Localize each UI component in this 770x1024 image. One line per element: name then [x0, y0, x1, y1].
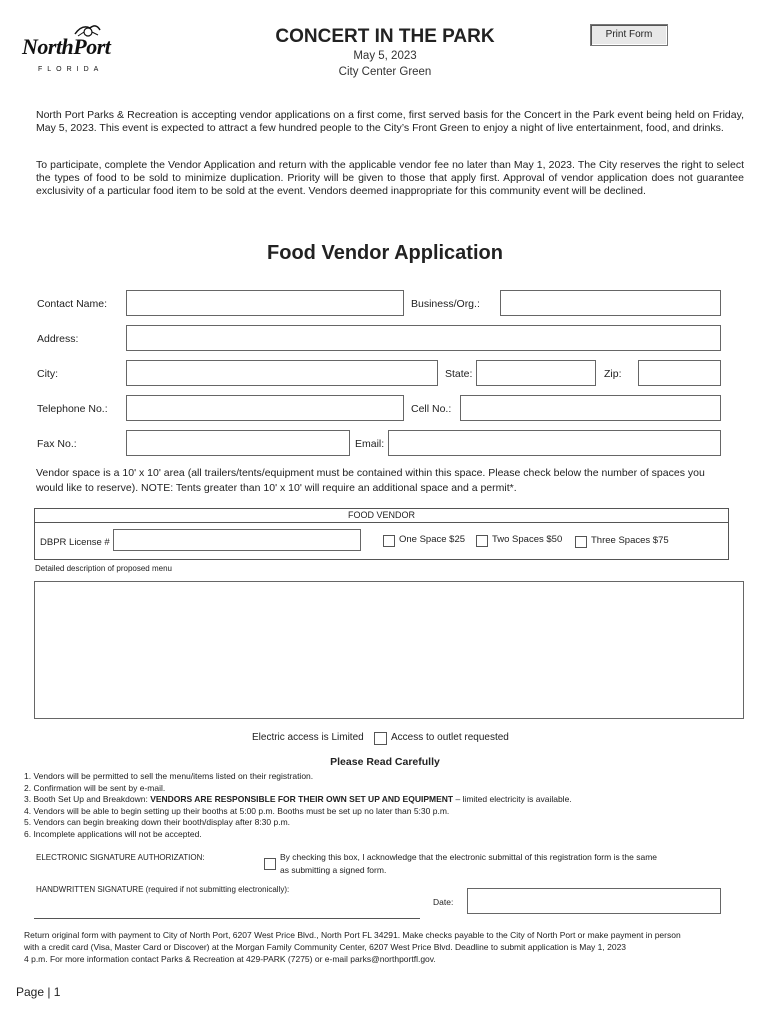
- state-label: State:: [445, 368, 473, 380]
- zip-label: Zip:: [604, 368, 622, 380]
- email-label: Email:: [355, 438, 385, 450]
- city-field[interactable]: [126, 360, 438, 386]
- rule-item: 2. Confirmation will be sent by e-mail.: [24, 782, 166, 793]
- signature-line[interactable]: [34, 918, 420, 919]
- menu-description-field[interactable]: [34, 581, 744, 719]
- three-spaces-checkbox[interactable]: [575, 536, 587, 548]
- cell-field[interactable]: [460, 395, 721, 421]
- zip-field[interactable]: [638, 360, 721, 386]
- page-number: Page | 1: [16, 985, 61, 999]
- address-field[interactable]: [126, 325, 721, 351]
- telephone-label: Telephone No.:: [37, 403, 108, 415]
- rule-3-suffix: – limited electricity is available.: [455, 794, 572, 804]
- rule-3-emphasis: VENDORS ARE RESPONSIBLE FOR THEIR OWN SET UP AND EQUIPMENT: [150, 794, 454, 804]
- date-field[interactable]: [467, 888, 721, 914]
- esig-text-line-2: as submitting a signed form.: [280, 865, 387, 875]
- business-label: Business/Org.:: [411, 298, 480, 310]
- address-label: Address:: [37, 333, 79, 345]
- fax-field[interactable]: [126, 430, 350, 456]
- print-form-button[interactable]: Print Form: [590, 24, 668, 46]
- intro-paragraph-1: North Port Parks & Recreation is accepting vendor applications on a first come, first served basis for the Concert in the Park event being held on Friday, May 5, 2023. This event is expected to attract a few hundred people to the City’s Front Green to enjoy a night of live entertainment, food, and drinks.: [36, 109, 744, 134]
- esig-label: ELECTRONIC SIGNATURE AUTHORIZATION:: [36, 853, 205, 862]
- business-field[interactable]: [500, 290, 721, 316]
- one-space-checkbox[interactable]: [383, 535, 395, 547]
- contact-name-label: Contact Name:: [37, 298, 108, 310]
- rules-list: [24, 771, 744, 840]
- contact-name-field[interactable]: [126, 290, 404, 316]
- esig-checkbox[interactable]: [264, 858, 276, 870]
- footer-line-3: 4 p.m. For more information contact Parks & Recreation at 429-PARK (7275) or e-mail parks@northportfl.gov.: [24, 954, 436, 964]
- one-space-label: One Space $25: [399, 534, 466, 545]
- city-label: City:: [37, 368, 58, 380]
- space-note: Vendor space is a 10' x 10' area (all trailers/tents/equipment must be contained within this space. Please check below the number of spaces you would like to reserve). NOTE: Tents greater than 10' x 10' will require an additional space and a permit*.: [36, 467, 705, 494]
- three-spaces-label: Three Spaces $75: [591, 535, 669, 546]
- rule-item: 4. Vendors will be able to begin setting up their booths at 5:00 p.m. Booths must be set up no later than 5:30 p.m.: [24, 805, 450, 816]
- esig-text-line-1: By checking this box, I acknowledge that the electronic submittal of this registration form is the same: [280, 852, 658, 862]
- rule-3-prefix: 3. Booth Set Up and Breakdown:: [24, 794, 148, 804]
- outlet-label: Access to outlet requested: [391, 732, 509, 743]
- logo-wordmark: NorthPort: [22, 34, 111, 59]
- two-spaces-checkbox[interactable]: [476, 535, 488, 547]
- handwritten-signature-label: HANDWRITTEN SIGNATURE (required if not submitting electronically):: [36, 885, 290, 894]
- footer-line-2: with a credit card (Visa, Master Card or Discover) at the Morgan Family Community Center, 6207 West Price Blvd. Deadline to submit application is May 1, 2023: [24, 942, 627, 952]
- rule-item: 5. Vendors can begin breaking down their booth/display after 8:30 p.m.: [24, 817, 291, 827]
- footer-instructions: [24, 929, 754, 965]
- electric-label: Electric access is Limited: [252, 732, 364, 743]
- telephone-field[interactable]: [126, 395, 404, 421]
- food-vendor-header: FOOD VENDOR: [34, 508, 729, 523]
- form-heading: Food Vendor Application: [267, 242, 503, 264]
- footer-line-1: Return original form with payment to City of North Port, 6207 West Price Blvd., North Port FL 34291. Make checks payable to the City of North Port or make payment in person: [24, 930, 681, 940]
- event-location: City Center Green: [338, 66, 432, 78]
- outlet-checkbox[interactable]: [374, 732, 387, 745]
- date-label: Date:: [433, 897, 454, 907]
- rule-item: 1. Vendors will be permitted to sell the menu/items listed on their registration.: [24, 771, 314, 781]
- intro-paragraph-2: To participate, complete the Vendor Application and return with the applicable vendor fee no later than May 1, 2023. The City reserves the right to select the types of food to be sold to minimize duplication. Priority will be given to those that apply first. Approval of vendor application does not guarantee exclusivity of a particular food item to be sold at the event. Vendors deemed inappropriate for this community event will be declined.: [36, 159, 744, 197]
- rules-heading: Please Read Carefully: [330, 756, 440, 768]
- menu-description-label: Detailed description of proposed menu: [35, 564, 172, 573]
- fax-label: Fax No.:: [37, 438, 77, 450]
- logo-subtitle: FLORIDA: [38, 66, 104, 73]
- dbpr-label: DBPR License #: [40, 537, 110, 548]
- state-field[interactable]: [476, 360, 596, 386]
- event-date: May 5, 2023: [353, 50, 417, 62]
- email-field[interactable]: [388, 430, 721, 456]
- rule-item-3: [24, 794, 744, 806]
- cell-label: Cell No.:: [411, 403, 452, 415]
- two-spaces-label: Two Spaces $50: [492, 534, 563, 545]
- rule-item: 6. Incomplete applications will not be accepted.: [24, 828, 202, 839]
- dbpr-field[interactable]: [113, 529, 361, 551]
- page-title: CONCERT IN THE PARK: [275, 26, 495, 47]
